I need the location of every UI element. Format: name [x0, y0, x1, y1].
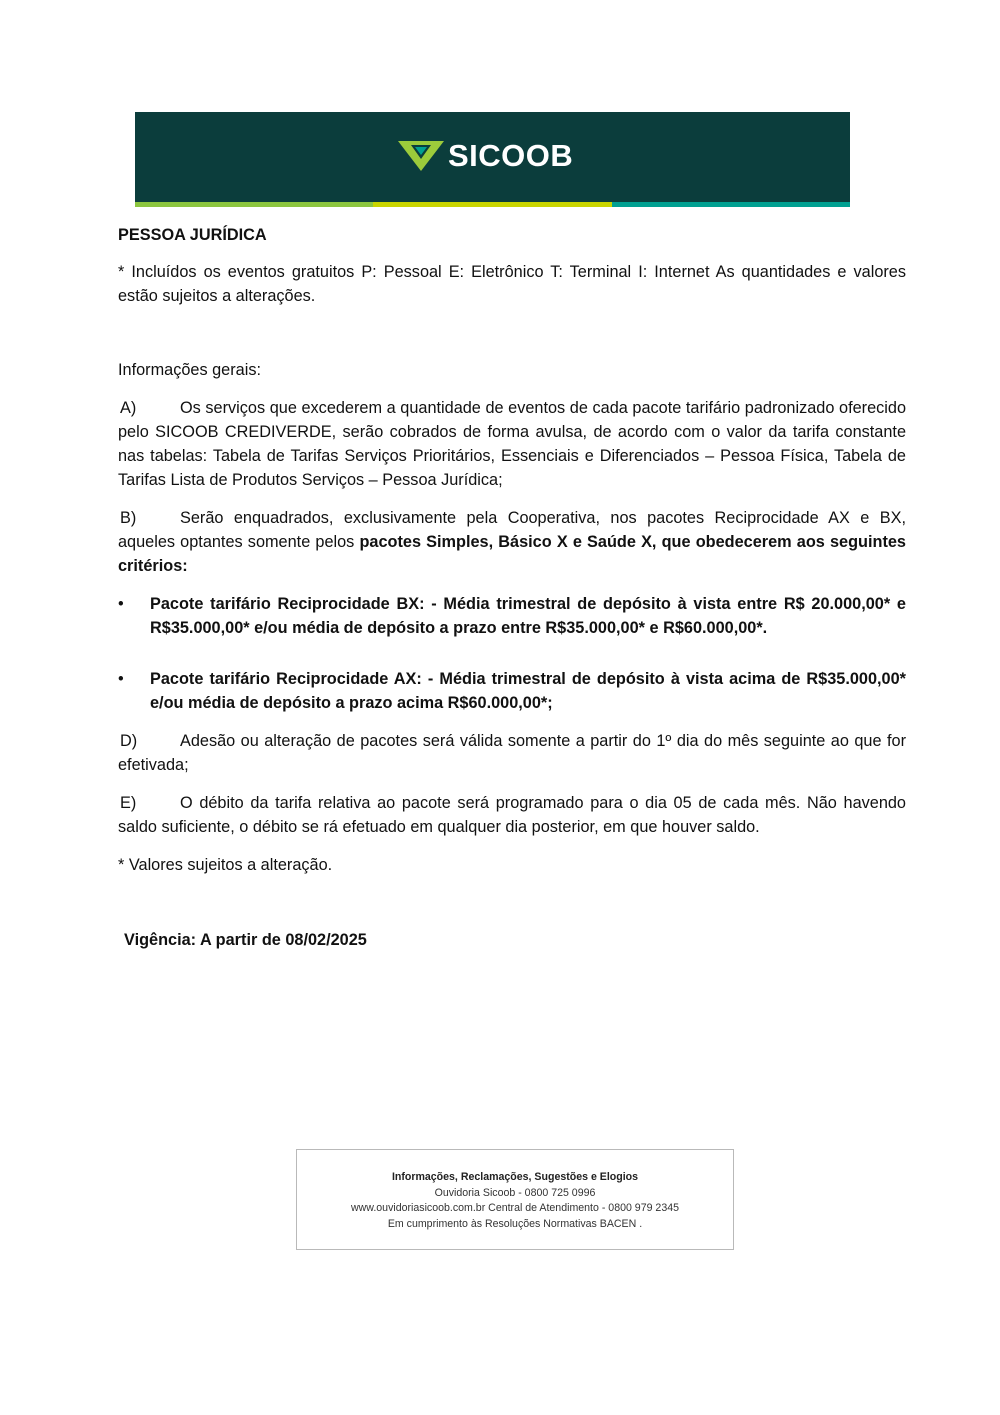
item-b [118, 506, 906, 578]
sicoob-logo-text: SICOOB [448, 138, 574, 173]
bullet-text: Pacote tarifário Reciprocidade AX: - Média trimestral de depósito à vista acima de R$35.000,00* e/ou média de depósito a prazo acima R$60.000,00*; [150, 670, 906, 712]
banner-stripe [135, 202, 850, 207]
section-heading: PESSOA JURÍDICA [118, 226, 267, 244]
header-banner [135, 112, 850, 207]
sicoob-logo-mark-icon [398, 139, 444, 173]
item-text: Os serviços que excederem a quantidade de eventos de cada pacote tarifário padronizado oferecido pelo SICOOB CREDIVERDE, serão cobrados de forma avulsa, de acordo com o valor da tarifa constante nas tabelas: Tabela de Tarifas Serviços Prioritários, Essenciais e Diferenciados – Pessoa Física, Tabela de Tarifas Lista de Produtos Serviços – Pessoa Jurídica; [118, 399, 906, 489]
item-text-bold: pacotes Simples, Básico X e Saúde X, que obedecerem aos seguintes critérios: [118, 533, 906, 575]
included-events-note: * Incluídos os eventos gratuitos P: Pessoal E: Eletrônico T: Terminal I: Internet As quantidades e valores estão sujeitos a alterações. [118, 263, 906, 305]
item-letter: A) [120, 399, 137, 417]
item-d [118, 729, 906, 777]
item-letter: E) [120, 794, 137, 812]
bullet-reciprocidade-bx [118, 592, 906, 640]
ombudsman-title: Informações, Reclamações, Sugestões e Elogios [391, 1171, 639, 1183]
ombudsman-compliance: Em cumprimento às Resoluções Normativas BACEN . [387, 1217, 643, 1230]
sicoob-logo [398, 139, 573, 173]
document-body [118, 223, 906, 952]
bullet-icon: • [118, 595, 124, 613]
general-info-heading: Informações gerais: [118, 361, 261, 379]
item-text: O débito da tarifa relativa ao pacote será programado para o dia 05 de cada mês. Não havendo saldo suficiente, o débito se rá efetuado em qualquer dia posterior, em que houver saldo. [118, 794, 906, 836]
item-e [118, 791, 906, 839]
ombudsman-website: www.ouvidoriasicoob.com.br Central de Atendimento - 0800 979 2345 [350, 1202, 679, 1214]
bullet-text: Pacote tarifário Reciprocidade BX: - Média trimestral de depósito à vista entre R$ 20.000,00* e R$35.000,00* e/ou média de depósito a prazo entre R$35.000,00* e R$60.000,00*. [150, 595, 906, 637]
ombudsman-phone: Ouvidoria Sicoob - 0800 725 0996 [434, 1186, 596, 1199]
item-letter: D) [120, 732, 138, 750]
bullet-icon: • [118, 670, 124, 688]
item-text: Adesão ou alteração de pacotes será válida somente a partir do 1º dia do mês seguinte ao que for efetivada; [118, 732, 906, 774]
item-a [118, 396, 906, 492]
values-note: * Valores sujeitos a alteração. [118, 856, 333, 874]
item-text: Serão enquadrados, exclusivamente pela Cooperativa, nos pacotes Reciprocidade AX e BX, aqueles optantes somente pelos [118, 509, 906, 551]
validity-date: Vigência: A partir de 08/02/2025 [124, 931, 367, 949]
item-letter: B) [120, 509, 137, 527]
bullet-reciprocidade-ax [118, 667, 906, 715]
ombudsman-box [296, 1149, 734, 1250]
